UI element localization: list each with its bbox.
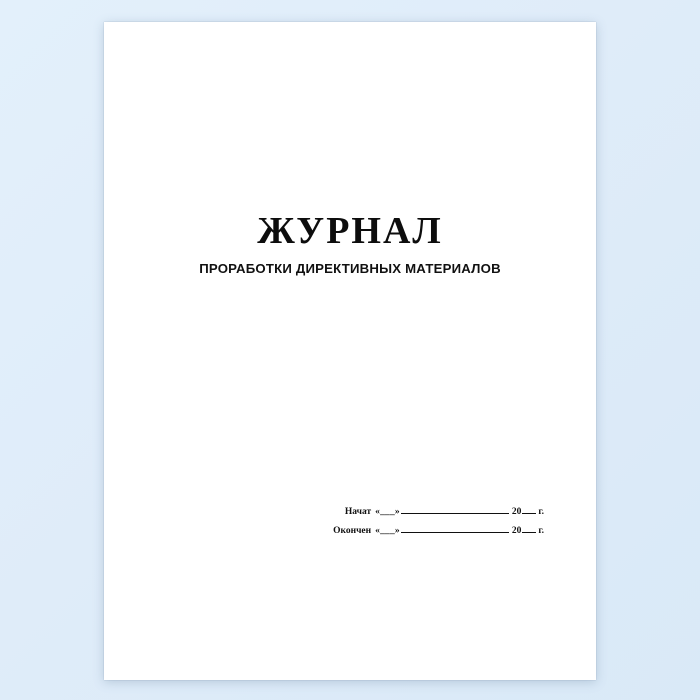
footer-block bbox=[104, 507, 596, 545]
started-label: Начат bbox=[344, 507, 372, 517]
document-page-shadow bbox=[104, 22, 596, 680]
title-block bbox=[104, 212, 596, 276]
finished-row bbox=[104, 526, 596, 536]
started-month-line bbox=[401, 507, 509, 514]
started-year-line bbox=[522, 507, 536, 514]
started-day-placeholder: «___» bbox=[375, 507, 400, 517]
finished-year-prefix: 20 bbox=[511, 526, 522, 536]
finished-month-line bbox=[401, 526, 509, 533]
document-page bbox=[104, 22, 596, 680]
page-subtitle: ПРОРАБОТКИ ДИРЕКТИВНЫХ МАТЕРИАЛОВ bbox=[199, 260, 501, 276]
started-row bbox=[104, 507, 596, 517]
finished-year-line bbox=[522, 526, 536, 533]
finished-year-suffix: г. bbox=[538, 526, 544, 536]
finished-day-placeholder: «___» bbox=[375, 526, 400, 536]
started-year-prefix: 20 bbox=[511, 507, 522, 517]
page-title: ЖУРНАЛ bbox=[257, 210, 443, 252]
started-year-suffix: г. bbox=[538, 507, 544, 517]
finished-label: Окончен bbox=[333, 526, 372, 536]
